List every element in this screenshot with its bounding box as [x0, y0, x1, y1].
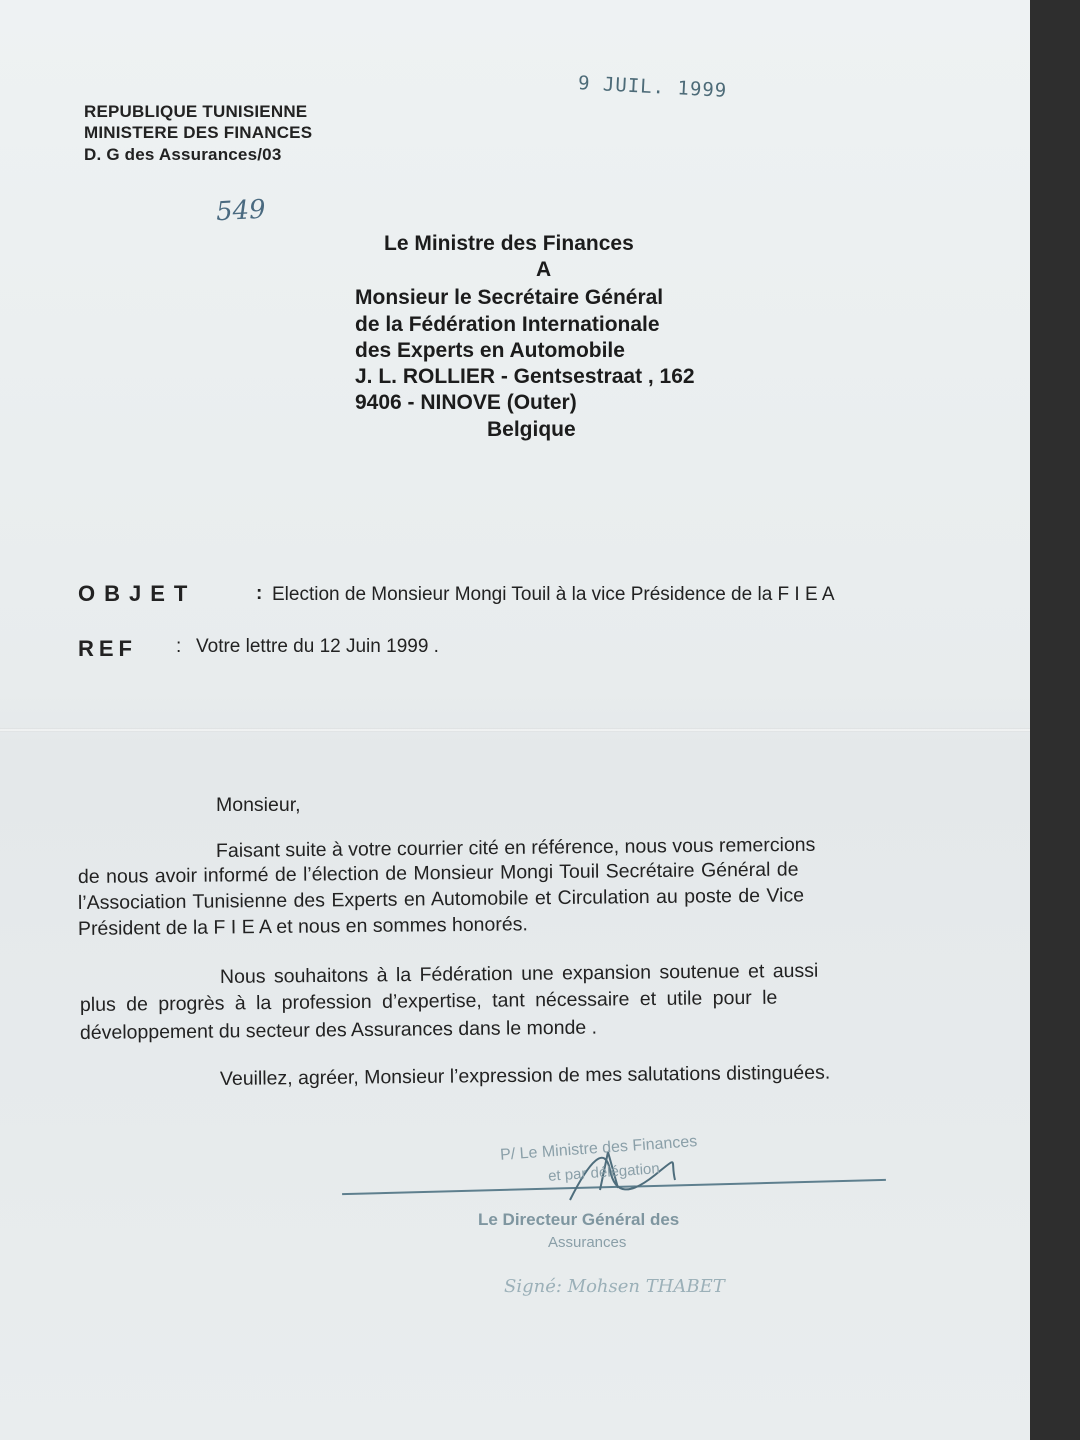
signature-delegation-2: et par délégation — [547, 1160, 661, 1185]
salutation: Monsieur, — [216, 794, 301, 816]
ref-text: Votre lettre du 12 Juin 1999 . — [196, 636, 439, 657]
ref-separator: : — [176, 636, 182, 657]
date-stamp: 9 JUIL. 1999 — [577, 72, 728, 102]
paragraph-2-line-1: Nous souhaitons à la Fédération une expansion soutenue et aussi — [219, 959, 819, 988]
objet-text: Election de Monsieur Mongi Touil à la vice Présidence de la F I E A — [272, 584, 835, 605]
recipient-line-6: Belgique — [487, 418, 576, 441]
objet-label: OBJET — [78, 581, 197, 606]
paragraph-1-line-2: de nous avoir informé de l’élection de Monsieur Mongi Touil Secrétaire Général de — [77, 858, 799, 888]
recipient-line-2: de la Fédération Internationale — [355, 313, 660, 336]
to-word: A — [536, 258, 552, 281]
objet-separator: : — [256, 583, 263, 604]
header-country: REPUBLIQUE TUNISIENNE — [84, 102, 308, 121]
paragraph-1-line-3: l’Association Tunisienne des Experts en Automobile et Circulation au poste de Vice — [77, 884, 805, 914]
paper-fold — [0, 728, 1030, 732]
from-line: Le Ministre des Finances — [384, 232, 634, 255]
ref-label: REF — [78, 636, 137, 661]
paragraph-1-line-1: Faisant suite à votre courrier cité en référence, nous vous remercions — [215, 833, 816, 862]
header-ministry: MINISTERE DES FINANCES — [84, 123, 313, 142]
signature-delegation-1: P/ Le Ministre des Finances — [499, 1133, 698, 1164]
paragraph-2-line-3: développement du secteur des Assurances dans le monde . — [79, 1016, 598, 1044]
closing-formula: Veuillez, agréer, Monsieur l’expression de mes salutations distinguées. — [219, 1061, 831, 1090]
paragraph-1-line-4: Président de la F I E A et nous en sommes honorés. — [77, 913, 528, 940]
paragraph-2-line-2: plus de progrès à la profession d’expertise, tant nécessaire et utile pour le — [79, 986, 778, 1016]
recipient-line-3: des Experts en Automobile — [355, 339, 625, 362]
handwritten-number: 549 — [215, 194, 267, 228]
header-department: D. G des Assurances/03 — [84, 145, 282, 164]
recipient-line-4: J. L. ROLLIER - Gentsestraat , 162 — [355, 365, 695, 388]
signature-title-1: Le Directeur Général des — [478, 1210, 680, 1229]
recipient-line-1: Monsieur le Secrétaire Général — [355, 286, 664, 309]
recipient-line-5: 9406 - NINOVE (Outer) — [355, 391, 577, 414]
signed-by: Signé: Mohsen THABET — [504, 1276, 725, 1297]
signature-title-2: Assurances — [548, 1234, 627, 1251]
